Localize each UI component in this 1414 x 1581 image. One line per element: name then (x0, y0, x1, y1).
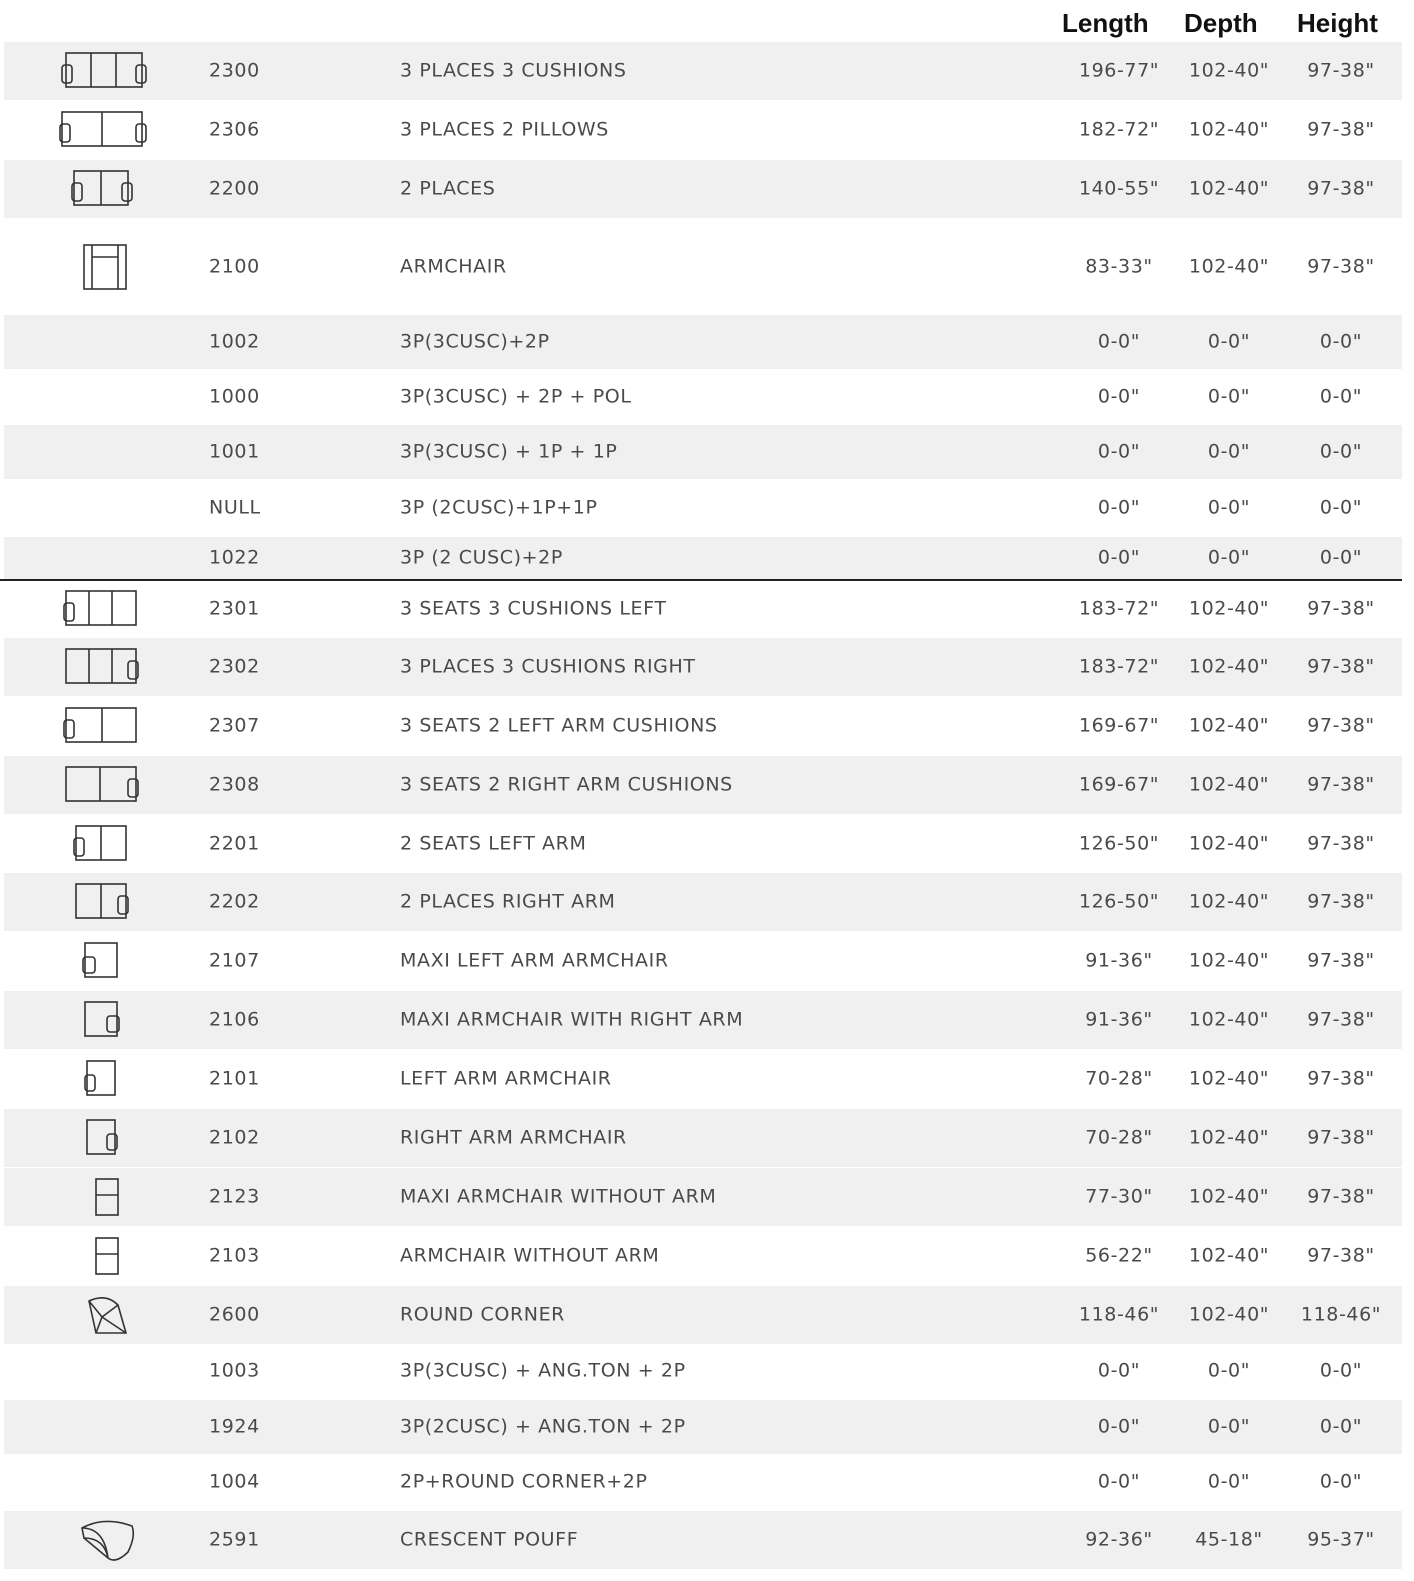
table-header (0, 0, 1414, 42)
item-height: 95-37" (1307, 1528, 1375, 1551)
item-code: 1022 (209, 546, 260, 569)
sofa-2-seats-right-icon (44, 878, 154, 926)
item-code: 2107 (209, 949, 260, 972)
table-row (4, 315, 1402, 369)
item-name: 3P(2CUSC) + ANG.TON + 2P (400, 1415, 686, 1438)
item-height: 97-38" (1307, 1008, 1375, 1031)
item-code: 2591 (209, 1528, 260, 1551)
item-name: 3 PLACES 2 PILLOWS (400, 118, 609, 141)
item-height: 0-0" (1319, 1470, 1363, 1493)
item-height: 97-38" (1307, 1067, 1375, 1090)
item-depth: 102-40" (1188, 118, 1270, 141)
depth-header: Depth (1184, 8, 1258, 38)
item-code: NULL (209, 496, 261, 519)
item-code: 2102 (209, 1126, 260, 1149)
table-row (4, 1168, 1402, 1226)
item-code: 2307 (209, 714, 260, 737)
item-depth: 102-40" (1188, 1244, 1270, 1267)
item-code: 2301 (209, 597, 260, 620)
item-code: 2106 (209, 1008, 260, 1031)
item-code: 2308 (209, 773, 260, 796)
table-row (4, 873, 1402, 931)
item-name: 3P (2CUSC)+1P+1P (400, 496, 598, 519)
section-divider (0, 579, 1402, 581)
item-name: 3 SEATS 3 CUSHIONS LEFT (400, 597, 667, 620)
item-height: 0-0" (1319, 385, 1363, 408)
item-code: 2200 (209, 177, 260, 200)
item-name: CRESCENT POUFF (400, 1528, 579, 1551)
table-row (4, 1511, 1402, 1569)
table-row (4, 1400, 1402, 1454)
item-length: 0-0" (1097, 1470, 1141, 1493)
item-name: 3 PLACES 3 CUSHIONS (400, 59, 627, 82)
item-code: 1000 (209, 385, 260, 408)
item-depth: 102-40" (1188, 1008, 1270, 1031)
item-depth: 102-40" (1188, 177, 1270, 200)
item-length: 56-22" (1085, 1244, 1153, 1267)
item-depth: 0-0" (1207, 1470, 1251, 1493)
item-height: 97-38" (1307, 1185, 1375, 1208)
item-name: 3P(3CUSC)+2P (400, 330, 550, 353)
table-row (4, 581, 1402, 637)
item-height: 0-0" (1319, 440, 1363, 463)
item-length: 169-67" (1078, 714, 1160, 737)
item-length: 196-77" (1078, 59, 1160, 82)
item-length: 0-0" (1097, 1359, 1141, 1382)
item-height: 97-38" (1307, 255, 1375, 277)
item-height: 97-38" (1307, 59, 1375, 82)
item-length: 70-28" (1085, 1067, 1153, 1090)
item-depth: 0-0" (1207, 440, 1251, 463)
item-name: 2 SEATS LEFT ARM (400, 832, 587, 855)
item-depth: 0-0" (1207, 496, 1251, 519)
round-corner-icon (44, 1291, 154, 1339)
item-length: 92-36" (1085, 1528, 1153, 1551)
table-row (4, 756, 1402, 814)
item-depth: 102-40" (1188, 949, 1270, 972)
table-row (4, 42, 1402, 100)
item-height: 97-38" (1307, 118, 1375, 141)
table-row (4, 1286, 1402, 1344)
item-height: 97-38" (1307, 949, 1375, 972)
item-length: 77-30" (1085, 1185, 1153, 1208)
item-height: 0-0" (1319, 1359, 1363, 1382)
item-length: 0-0" (1097, 440, 1141, 463)
table-row (4, 697, 1402, 755)
item-height: 97-38" (1307, 773, 1375, 796)
item-length: 0-0" (1097, 496, 1141, 519)
sofa-3-seats-right-icon (44, 643, 154, 691)
item-name: 3 PLACES 3 CUSHIONS RIGHT (400, 655, 696, 678)
item-code: 2202 (209, 890, 260, 913)
length-header: Length (1062, 8, 1149, 38)
item-length: 0-0" (1097, 330, 1141, 353)
item-height: 0-0" (1319, 546, 1363, 569)
item-depth: 0-0" (1207, 385, 1251, 408)
item-length: 0-0" (1097, 546, 1141, 569)
item-length: 83-33" (1085, 255, 1153, 277)
item-depth: 102-40" (1188, 59, 1270, 82)
table-row (4, 991, 1402, 1049)
item-height: 0-0" (1319, 330, 1363, 353)
item-code: 2123 (209, 1185, 260, 1208)
item-height: 97-38" (1307, 1126, 1375, 1149)
sofa-2-places-icon (44, 165, 154, 213)
item-name: 3P(3CUSC) + 1P + 1P (400, 440, 618, 463)
item-depth: 102-40" (1188, 655, 1270, 678)
table-row (4, 1227, 1402, 1285)
item-code: 2600 (209, 1303, 260, 1326)
item-code: 1002 (209, 330, 260, 353)
sofa-3-places-2-pillows-icon (44, 106, 154, 154)
item-height: 97-38" (1307, 177, 1375, 200)
item-depth: 0-0" (1207, 1359, 1251, 1382)
maxi-armchair-left-icon (44, 937, 154, 985)
table-row (4, 1050, 1402, 1108)
item-name: 3 SEATS 2 LEFT ARM CUSHIONS (400, 714, 718, 737)
item-length: 183-72" (1078, 597, 1160, 620)
item-name: 2 PLACES (400, 177, 496, 200)
item-height: 0-0" (1319, 496, 1363, 519)
item-height: 97-38" (1307, 890, 1375, 913)
table-row (4, 1109, 1402, 1167)
crescent-pouff-icon (44, 1516, 154, 1564)
item-depth: 102-40" (1188, 832, 1270, 855)
item-length: 0-0" (1097, 385, 1141, 408)
item-length: 182-72" (1078, 118, 1160, 141)
table-row (4, 815, 1402, 873)
item-name: ARMCHAIR WITHOUT ARM (400, 1244, 660, 1267)
item-height: 97-38" (1307, 597, 1375, 620)
item-depth: 102-40" (1188, 255, 1270, 277)
item-height: 97-38" (1307, 1244, 1375, 1267)
item-code: 2101 (209, 1067, 260, 1090)
item-name: 3P (2 CUSC)+2P (400, 546, 563, 569)
item-depth: 102-40" (1188, 1303, 1270, 1326)
item-length: 91-36" (1085, 1008, 1153, 1031)
table-row (4, 160, 1402, 218)
armless-icon (44, 1232, 154, 1280)
item-name: RIGHT ARM ARMCHAIR (400, 1126, 627, 1149)
item-code: 2100 (209, 255, 260, 277)
item-length: 118-46" (1078, 1303, 1160, 1326)
item-name: MAXI ARMCHAIR WITHOUT ARM (400, 1185, 717, 1208)
table-row (4, 101, 1402, 159)
item-height: 97-38" (1307, 714, 1375, 737)
item-code: 1004 (209, 1470, 260, 1493)
item-name: ROUND CORNER (400, 1303, 565, 1326)
sofa-2-seats-left-icon (44, 820, 154, 868)
sofa-3-seats-left-icon (44, 585, 154, 633)
item-depth: 45-18" (1195, 1528, 1263, 1551)
item-code: 1003 (209, 1359, 260, 1382)
item-height: 97-38" (1307, 832, 1375, 855)
item-depth: 0-0" (1207, 330, 1251, 353)
armchair-icon (44, 243, 154, 291)
item-name: LEFT ARM ARMCHAIR (400, 1067, 612, 1090)
item-depth: 102-40" (1188, 714, 1270, 737)
item-height: 97-38" (1307, 655, 1375, 678)
sofa-2-cushions-right-icon (44, 761, 154, 809)
item-depth: 102-40" (1188, 1067, 1270, 1090)
item-length: 126-50" (1078, 890, 1160, 913)
maxi-armchair-right-icon (44, 996, 154, 1044)
table-row (4, 1455, 1402, 1509)
item-length: 91-36" (1085, 949, 1153, 972)
sofa-3-cushions-icon (44, 47, 154, 95)
item-depth: 102-40" (1188, 597, 1270, 620)
item-code: 2300 (209, 59, 260, 82)
item-depth: 102-40" (1188, 890, 1270, 913)
item-name: 3 SEATS 2 RIGHT ARM CUSHIONS (400, 773, 733, 796)
item-name: MAXI LEFT ARM ARMCHAIR (400, 949, 669, 972)
item-height: 118-46" (1300, 1303, 1382, 1326)
sofa-2-cushions-left-icon (44, 702, 154, 750)
item-code: 1001 (209, 440, 260, 463)
item-length: 169-67" (1078, 773, 1160, 796)
height-header: Height (1297, 8, 1378, 38)
item-length: 126-50" (1078, 832, 1160, 855)
item-depth: 0-0" (1207, 546, 1251, 569)
item-code: 2201 (209, 832, 260, 855)
item-name: 3P(3CUSC) + ANG.TON + 2P (400, 1359, 686, 1382)
item-name: MAXI ARMCHAIR WITH RIGHT ARM (400, 1008, 744, 1031)
item-name: 2 PLACES RIGHT ARM (400, 890, 616, 913)
table-row (4, 638, 1402, 696)
item-code: 1924 (209, 1415, 260, 1438)
table-row (4, 481, 1402, 535)
table-row (4, 932, 1402, 990)
item-length: 70-28" (1085, 1126, 1153, 1149)
table-row (4, 370, 1402, 424)
item-name: ARMCHAIR (400, 255, 507, 277)
item-depth: 102-40" (1188, 773, 1270, 796)
item-depth: 102-40" (1188, 1126, 1270, 1149)
table-row (4, 1344, 1402, 1398)
maxi-armless-icon (44, 1173, 154, 1221)
table-row (4, 537, 1402, 579)
item-height: 0-0" (1319, 1415, 1363, 1438)
item-code: 2306 (209, 118, 260, 141)
item-depth: 0-0" (1207, 1415, 1251, 1438)
item-length: 140-55" (1078, 177, 1160, 200)
armchair-left-icon (44, 1055, 154, 1103)
item-code: 2302 (209, 655, 260, 678)
item-length: 0-0" (1097, 1415, 1141, 1438)
item-code: 2103 (209, 1244, 260, 1267)
item-name: 3P(3CUSC) + 2P + POL (400, 385, 632, 408)
item-name: 2P+ROUND CORNER+2P (400, 1470, 648, 1493)
item-depth: 102-40" (1188, 1185, 1270, 1208)
armchair-right-icon (44, 1114, 154, 1162)
table-row (4, 219, 1402, 314)
table-row (4, 425, 1402, 479)
item-length: 183-72" (1078, 655, 1160, 678)
